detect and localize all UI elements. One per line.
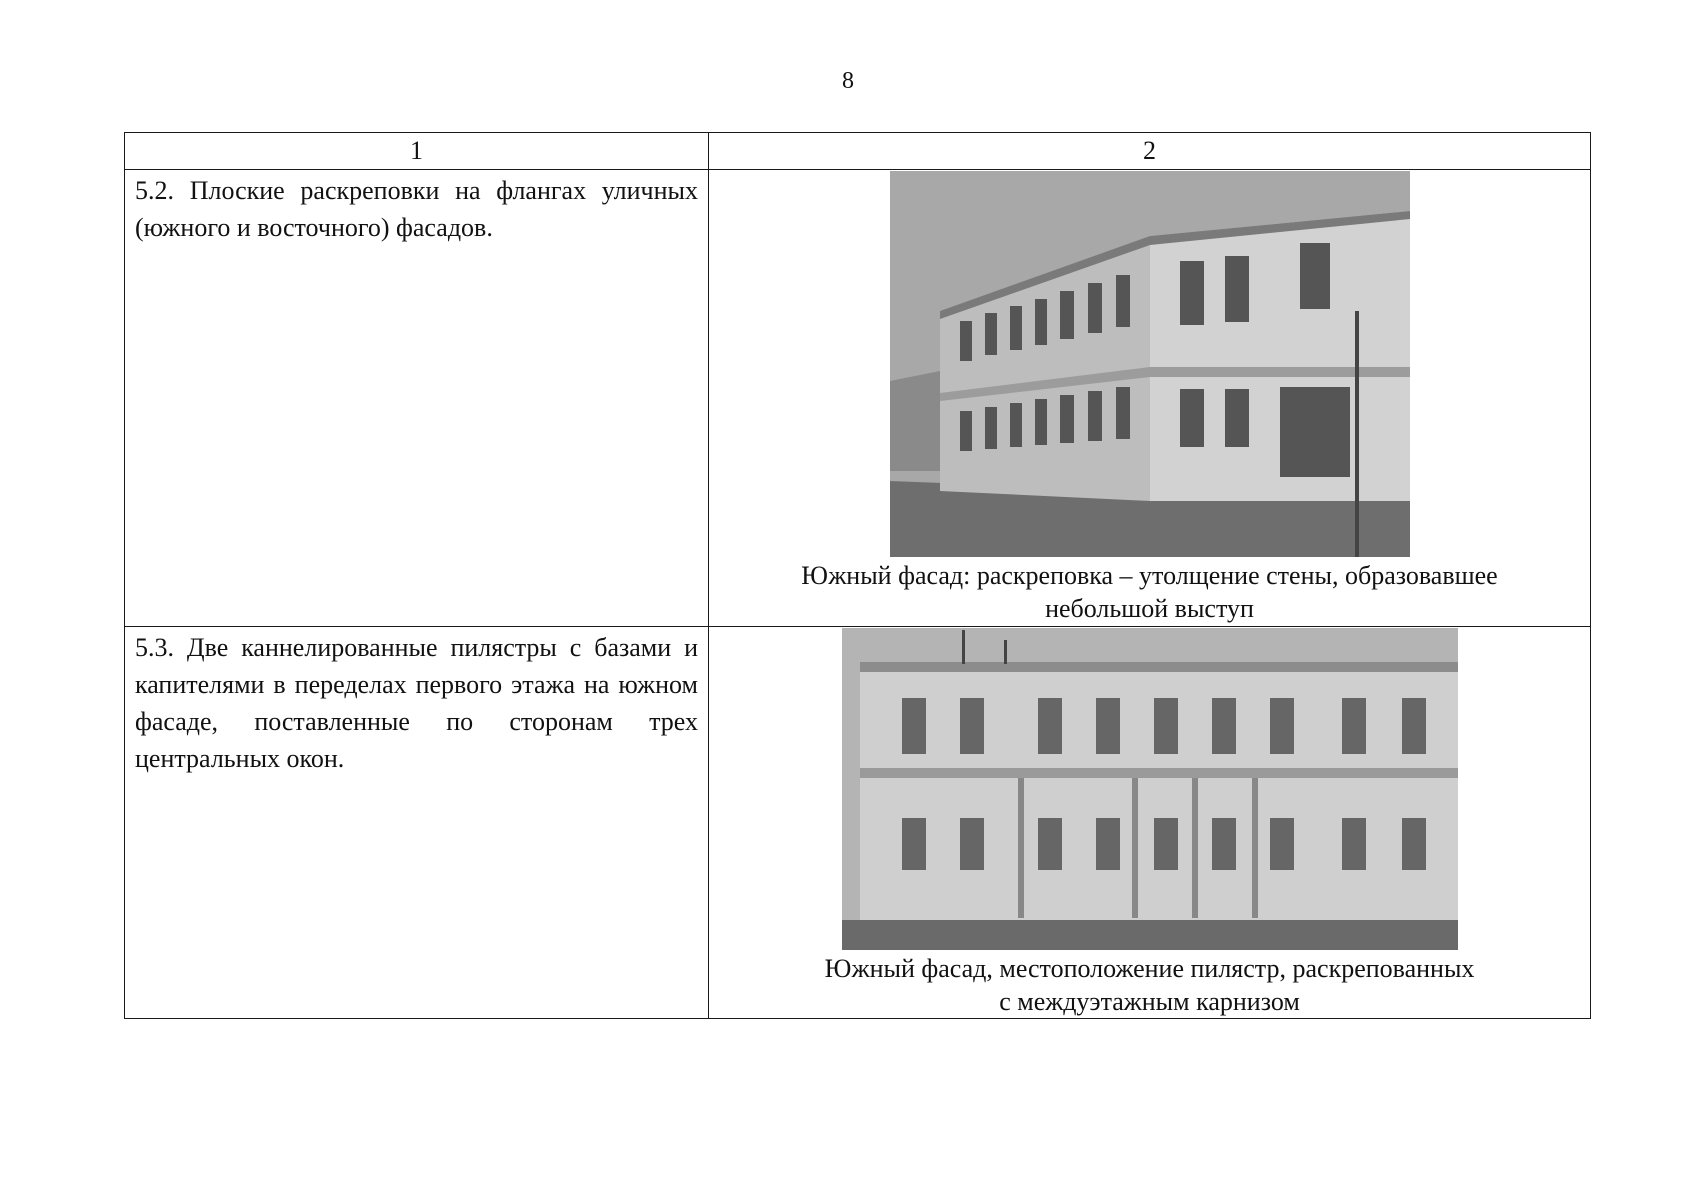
figure-caption (709, 559, 1590, 625)
figure-caption (709, 952, 1590, 1018)
building-photo-facade (842, 628, 1458, 950)
building-photo-corner (890, 171, 1410, 557)
row-description: 5.2. Плоские раскреповки на флангах уличных (южного и восточного) фасадов. (125, 170, 709, 627)
figure-cell (709, 170, 1591, 627)
column-header-1: 1 (125, 133, 709, 170)
caption-line: с междуэтажным карнизом (999, 987, 1300, 1016)
figure-cell (709, 627, 1591, 1019)
document-table (124, 132, 1591, 1019)
table-row (125, 170, 1591, 627)
table-row (125, 627, 1591, 1019)
caption-line: небольшой выступ (1045, 594, 1254, 623)
page-number: 8 (842, 68, 854, 94)
table-header-row (125, 133, 1591, 170)
caption-line: Южный фасад, местоположение пилястр, раскрепованных (824, 954, 1475, 983)
caption-line: Южный фасад: раскреповка – утолщение стены, образовавшее (801, 561, 1498, 590)
row-description: 5.3. Две каннелированные пилястры с базами и капителями в переделах первого этажа на южном фасаде, поставленные по сторонам трех центральных окон. (125, 627, 709, 1019)
column-header-2: 2 (709, 133, 1591, 170)
